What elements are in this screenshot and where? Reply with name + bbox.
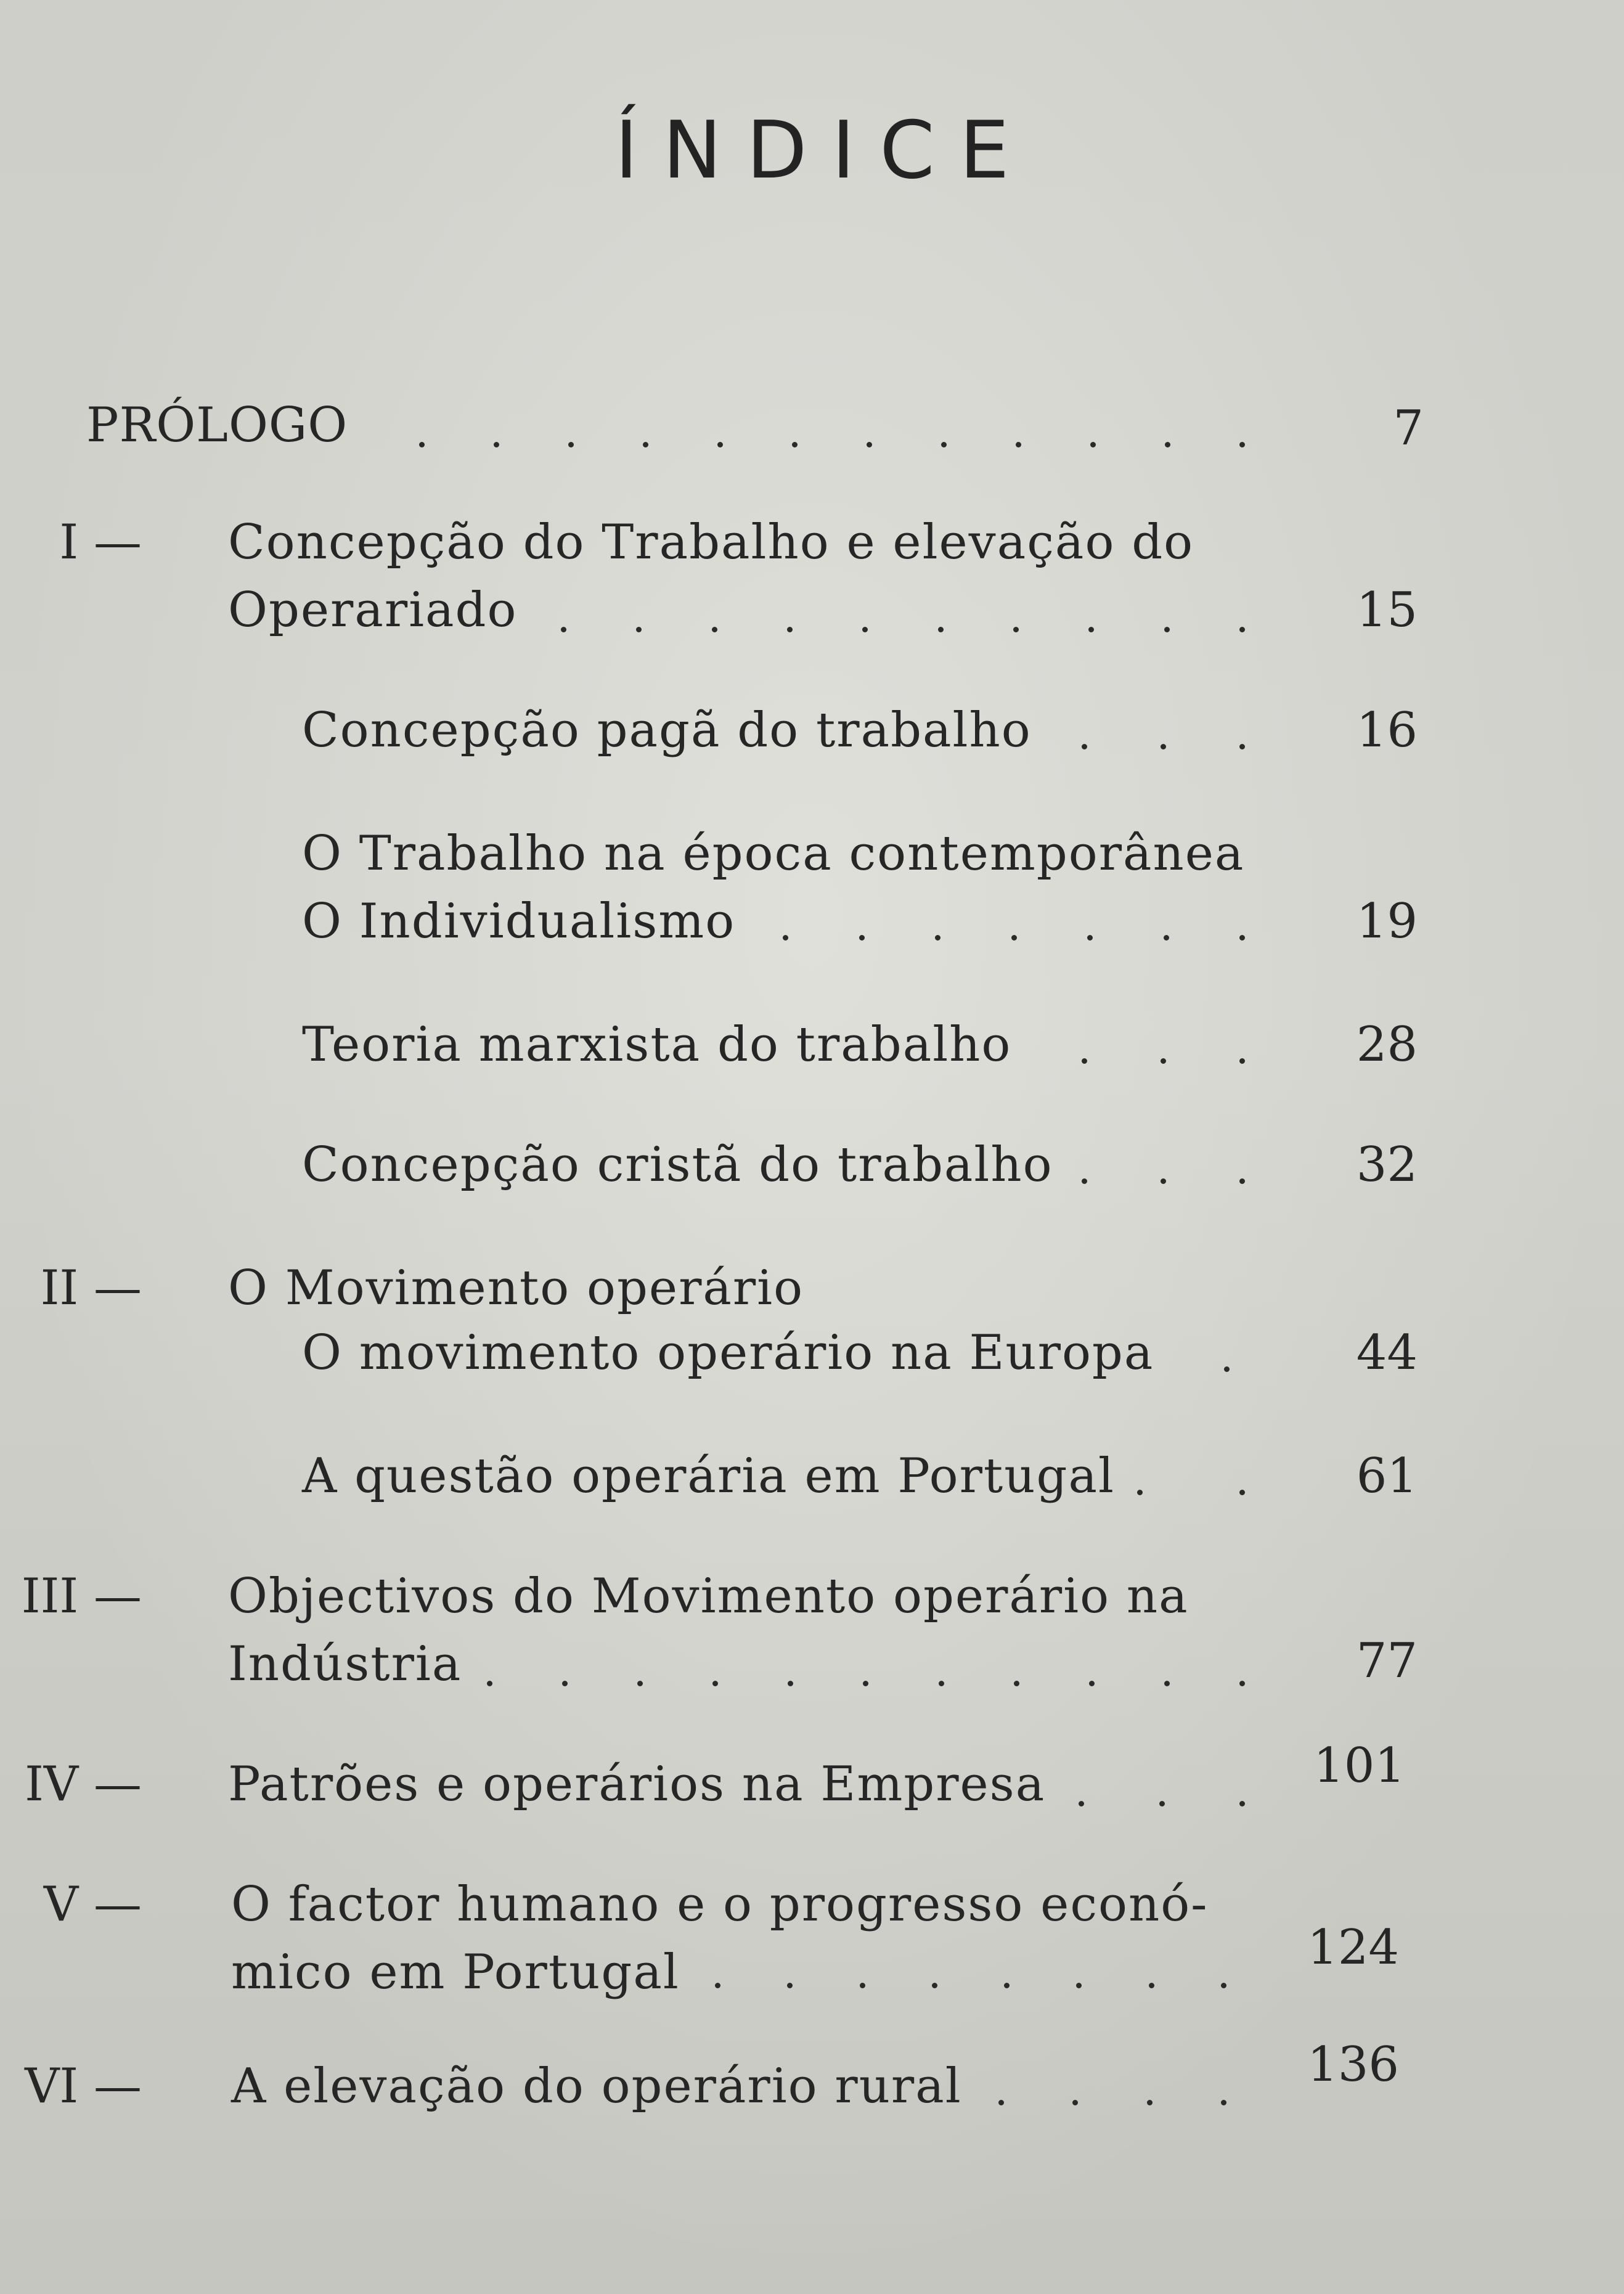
leader-dot	[419, 442, 425, 447]
toc-entry-chapter-iii-line2: Indústria	[228, 1636, 462, 1692]
toc-entry-chapter-iii-page: 77	[1356, 1633, 1418, 1689]
leader-dot	[568, 442, 574, 447]
toc-entry-chapter-v-page: 124	[1307, 1920, 1399, 1975]
leader-dot	[1004, 1983, 1010, 1988]
toc-entry-chapter-ii-line2: O movimento operário na Europa	[302, 1325, 1154, 1381]
leader-dots	[1082, 1017, 1245, 1079]
leader-dot	[1011, 935, 1017, 941]
toc-entry-prologo-label: PRÓLOGO	[86, 398, 348, 453]
toc-entry-concepcao-crista-page: 32	[1356, 1137, 1418, 1193]
toc-entry-epoca-contemporanea-page: 19	[1356, 894, 1418, 949]
toc-entry-chapter-i-page: 15	[1356, 582, 1418, 638]
leader-dot	[717, 442, 723, 447]
leader-dot	[787, 1983, 793, 1988]
leader-dot	[1164, 627, 1170, 632]
toc-entry-concepcao-crista-label: Concepção cristã do trabalho	[302, 1137, 1053, 1193]
leader-dot	[1013, 627, 1019, 632]
toc-entry-concepcao-paga-page: 16	[1356, 703, 1418, 758]
toc-entry-chapter-ii-line1: O Movimento operário	[228, 1260, 804, 1316]
leader-dot	[1014, 1681, 1019, 1686]
toc-entry-epoca-contemporanea-line1: O Trabalho na época contemporânea	[302, 826, 1245, 881]
toc-entry-teoria-marxista-label: Teoria marxista do trabalho	[302, 1017, 1012, 1072]
leader-dot	[863, 1681, 868, 1686]
leader-dot	[715, 1983, 720, 1988]
leader-dots	[1137, 1448, 1245, 1510]
toc-entry-questao-operaria-page: 61	[1356, 1448, 1418, 1504]
leader-dot	[712, 1681, 718, 1686]
leader-dot	[562, 1681, 568, 1686]
toc-entry-chapter-vi-page: 136	[1307, 2037, 1399, 2092]
toc-entry-questao-operaria-label: A questão operária em Portugal	[302, 1448, 1115, 1504]
toc-entry-chapter-iii-line1: Objectivos do Movimento operário na	[228, 1569, 1189, 1624]
leader-dot	[1164, 1681, 1170, 1686]
leader-dot	[1087, 935, 1093, 941]
leader-dots	[561, 586, 1245, 647]
leader-dot	[494, 442, 499, 447]
leader-dots	[1082, 1137, 1245, 1199]
leader-dot	[1016, 442, 1021, 447]
toc-entry-chapter-v-line2: mico em Portugal	[231, 1945, 680, 2000]
toc-entry-teoria-marxista-page: 28	[1356, 1017, 1418, 1072]
leader-dot	[1221, 1983, 1226, 1988]
toc-entry-chapter-i-line2: Operariado	[228, 582, 518, 638]
page-title: ÍNDICE	[614, 105, 1034, 197]
leader-dot	[932, 1983, 937, 1988]
leader-dot	[1079, 1801, 1084, 1806]
leader-dot	[1164, 935, 1169, 941]
leader-dot	[792, 442, 798, 447]
leader-dot	[941, 442, 947, 447]
leader-dot	[1165, 442, 1170, 447]
leader-dot	[1159, 1801, 1165, 1806]
leader-dot	[1161, 1178, 1166, 1184]
toc-entry-chapter-i-line1: Concepção do Trabalho e elevação do	[228, 515, 1194, 570]
leader-dot	[1082, 1058, 1087, 1064]
toc-entry-prologo-page: 7	[1393, 401, 1424, 456]
toc-entry-epoca-contemporanea-line2: O Individualismo	[302, 894, 736, 949]
leader-dot	[487, 1681, 492, 1686]
leader-dot	[862, 627, 868, 632]
chapter-numeral-ii: II —	[40, 1260, 142, 1316]
leader-dot	[867, 442, 872, 447]
leader-dot	[787, 627, 793, 632]
chapter-numeral-iv: IV —	[25, 1757, 142, 1812]
leader-dot	[938, 627, 944, 632]
leader-dot	[1239, 1801, 1245, 1806]
toc-entry-concepcao-paga-label: Concepção pagã do trabalho	[302, 703, 1032, 758]
leader-dot	[859, 935, 865, 941]
leader-dot	[935, 935, 941, 941]
toc-entry-chapter-iv-page: 101	[1313, 1738, 1405, 1794]
toc-entry-chapter-v-line1: O factor humano e o progresso econó-	[231, 1877, 1209, 1932]
leader-dot	[1072, 2100, 1078, 2105]
leader-dots	[1082, 703, 1245, 764]
leader-dot	[1137, 1490, 1143, 1495]
leader-dot	[561, 627, 566, 632]
leader-dot	[1082, 744, 1087, 749]
leader-dot	[998, 2100, 1004, 2105]
leader-dots	[783, 894, 1245, 955]
leader-dot	[643, 442, 648, 447]
leader-dots	[487, 1639, 1245, 1701]
leader-dot	[636, 627, 642, 632]
leader-dot	[1147, 2100, 1153, 2105]
toc-entry-chapter-iv-label: Patrões e operários na Empresa	[228, 1757, 1046, 1812]
toc-entry-chapter-ii-page: 44	[1356, 1325, 1418, 1381]
leader-dot	[1161, 744, 1166, 749]
leader-dot	[712, 627, 717, 632]
leader-dot	[1161, 1058, 1166, 1064]
leader-dots	[715, 1941, 1226, 2003]
leader-dot	[637, 1681, 643, 1686]
chapter-numeral-iii: III —	[21, 1569, 142, 1624]
toc-entry-chapter-vi-label: A elevação do operário rural	[231, 2059, 962, 2114]
leader-dot	[1089, 1681, 1095, 1686]
chapter-numeral-i: I —	[59, 515, 142, 570]
leader-dot	[788, 1681, 793, 1686]
chapter-numeral-vi: VI —	[25, 2059, 142, 2114]
leader-dots	[998, 2059, 1226, 2120]
leader-dots	[419, 401, 1245, 462]
leader-dot	[1221, 2100, 1226, 2105]
leader-dot	[860, 1983, 865, 1988]
leader-dot	[939, 1681, 944, 1686]
leader-dot	[1082, 1178, 1087, 1184]
leader-dot	[1149, 1983, 1154, 1988]
chapter-numeral-v: V —	[43, 1877, 142, 1932]
leader-dot	[1088, 627, 1094, 632]
leader-dot	[783, 935, 788, 941]
leader-dot	[1224, 1366, 1230, 1372]
leader-dot	[1090, 442, 1096, 447]
leader-dot	[1076, 1983, 1082, 1988]
